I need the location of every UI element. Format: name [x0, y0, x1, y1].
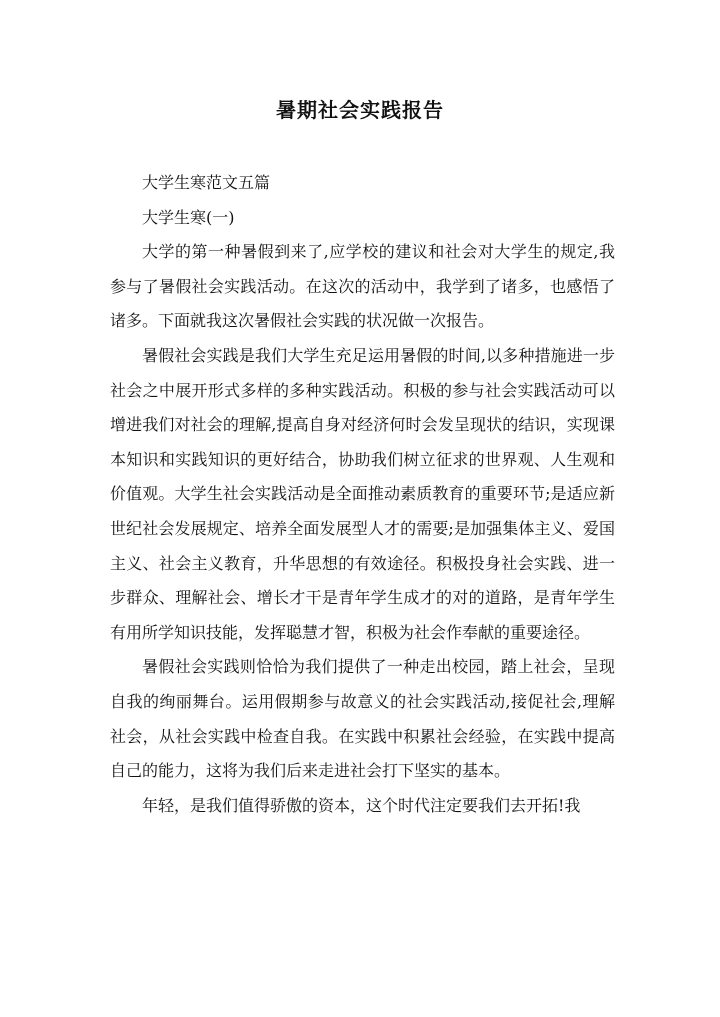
- paragraph: 暑假社会实践则恰恰为我们提供了一种走出校园，踏上社会，呈现自我的绚丽舞台。运用假期参与故意义的社会实践活动,接促社会,理解社会，从社会实践中检查自我。在实践中积累社会经验，在实践中提高自己的能力，这将为我们后来走进社会打下坚实的基本。: [110, 657, 615, 781]
- paragraph: 大学的第一种暑假到来了,应学校的建议和社会对大学生的规定,我参与了暑假社会实践活动。在这次的活动中，我学到了诸多，也感悟了诸多。下面就我这次暑假社会实践的状况做一次报告。: [110, 242, 615, 331]
- paragraph: 暑假社会实践是我们大学生充足运用暑假的时间,以多种措施进一步社会之中展开形式多样的多种实践活动。积极的参与社会实践活动可以增进我们对社会的理解,提高自身对经济何时会发呈现状的结识，实现课本知识和实践知识的更好结合，协助我们树立征求的世界观、人生观和价值观。大学生社会实践活动是全面推动素质教育的重要环节;是适应新世纪社会发展规定、培养全面发展型人才的需要;是加强集体主义、爱国主义、社会主义教育，升华思想的有效途径。积极投身社会实践、进一步群众、理解社会、增长才干是青年学生成才的对的道路，是青年学生有用所学知识技能，发挥聪慧才智，积极为社会作奉献的重要途径。: [110, 345, 615, 642]
- paragraph: 年轻，是我们值得骄傲的资本，这个时代注定要我们去开拓!我: [142, 795, 581, 815]
- document-body: [110, 166, 615, 823]
- section-heading: 大学生寒(一): [142, 207, 235, 227]
- document-subtitle: 大学生寒范文五篇: [142, 173, 271, 192]
- document-title: 暑期社会实践报告: [276, 98, 444, 122]
